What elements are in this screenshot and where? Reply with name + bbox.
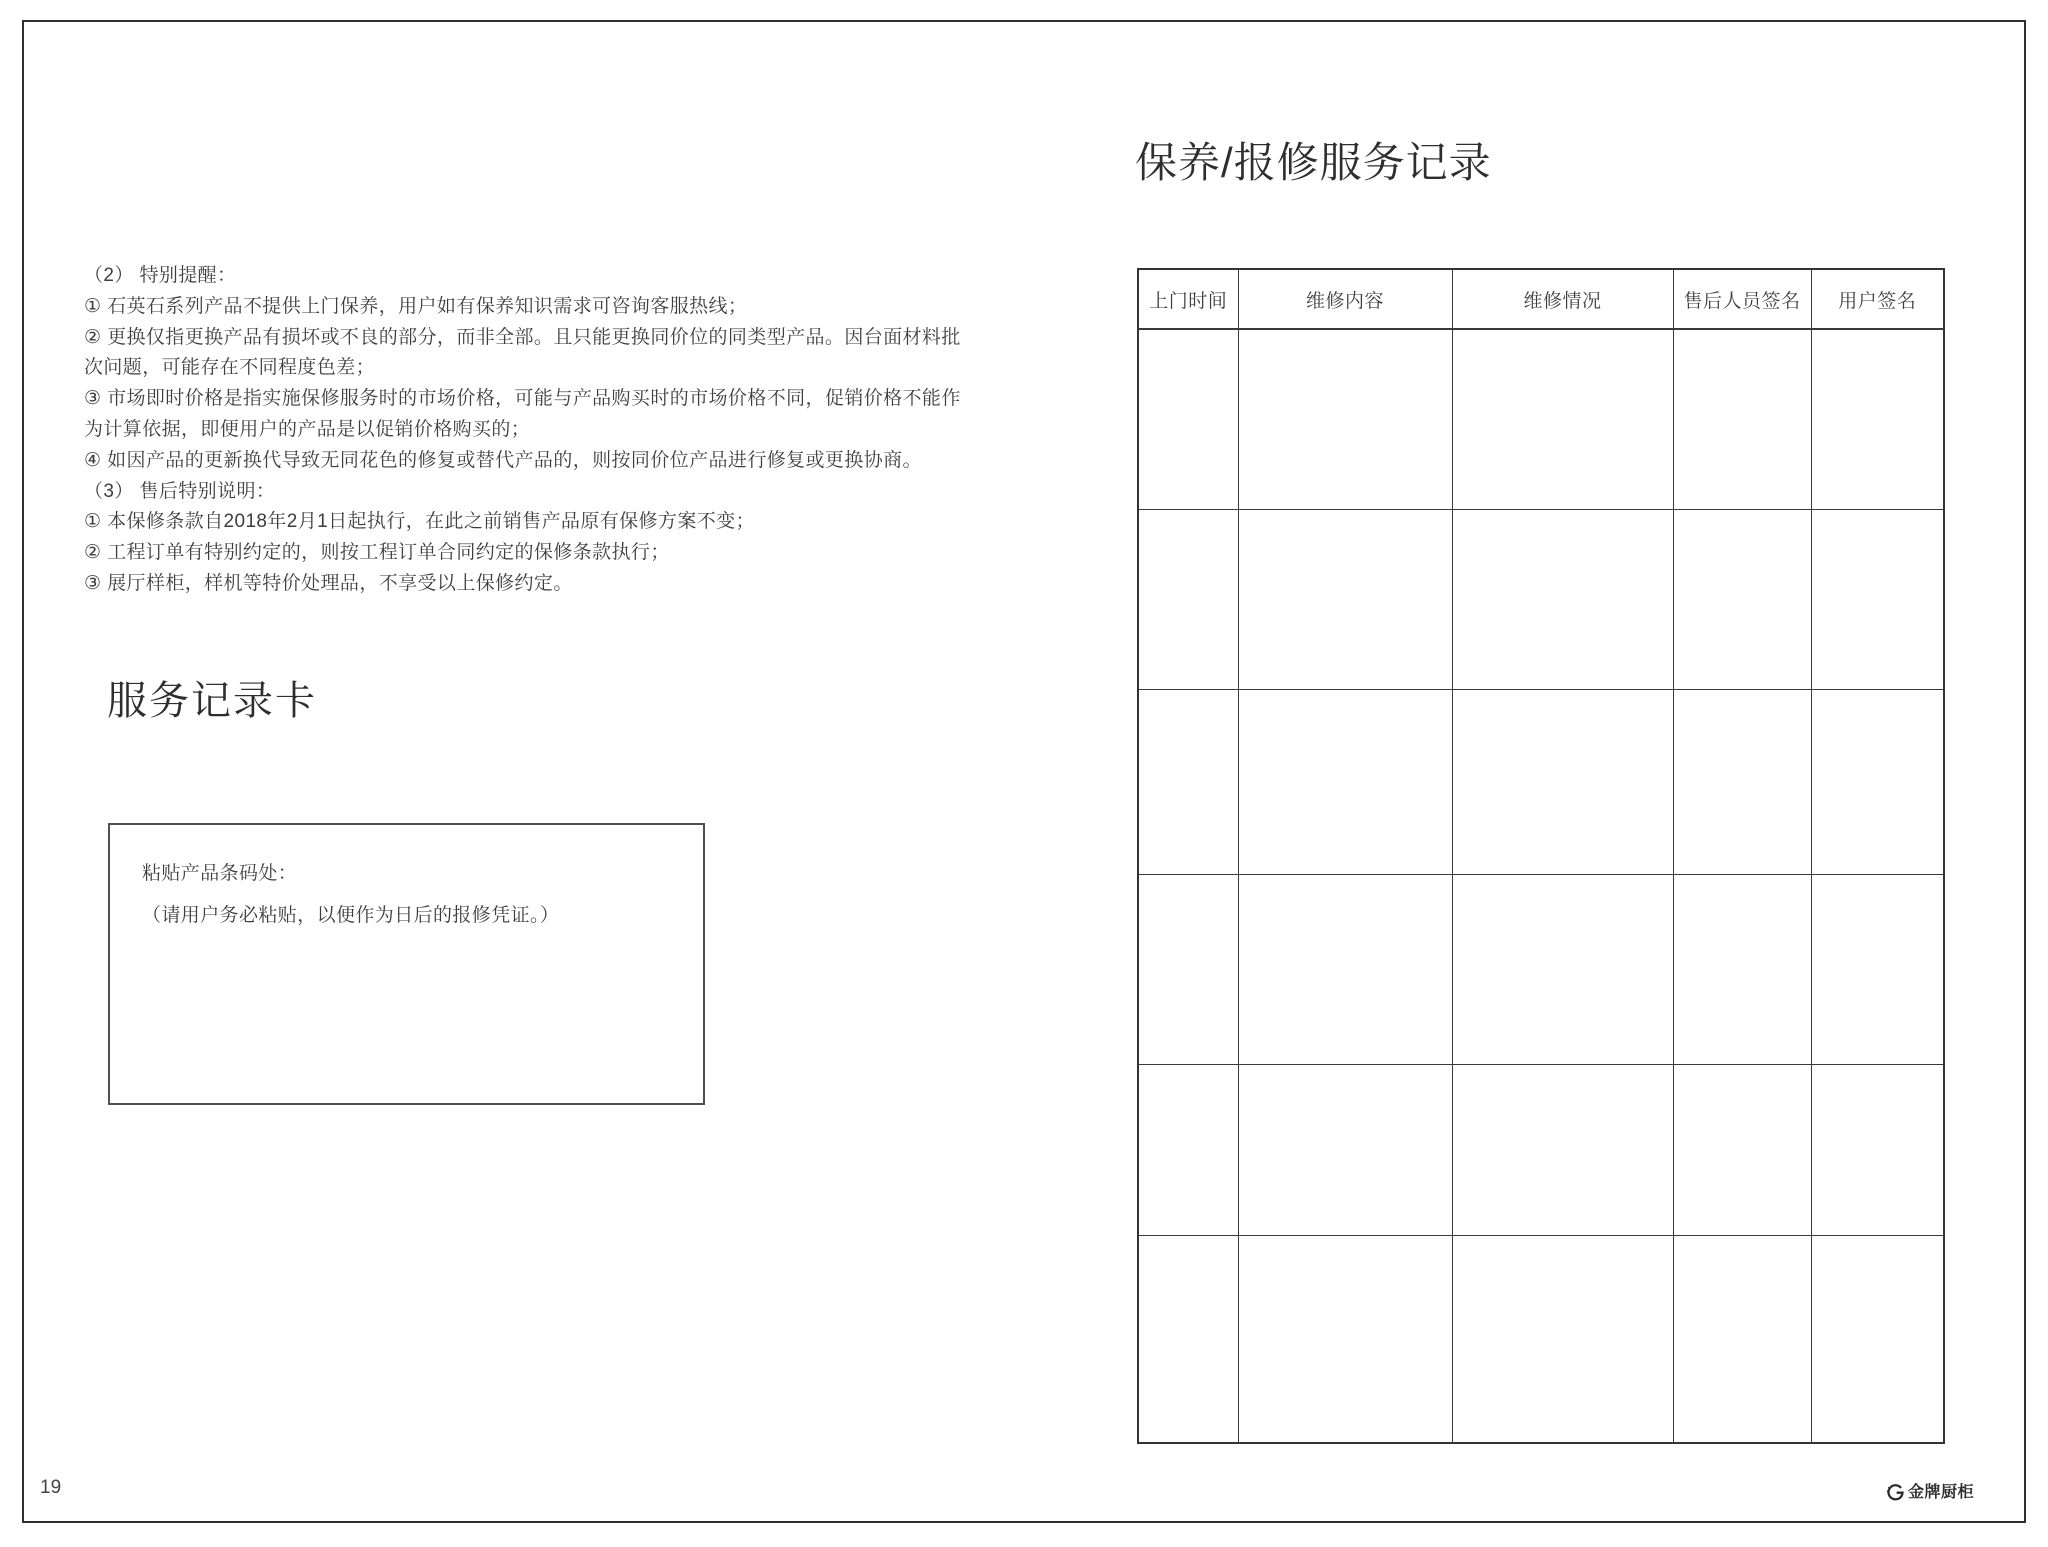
service-table-cell: [1811, 1064, 1944, 1235]
notes-line: 为计算依据，即便用户的产品是以促销价格购买的；: [84, 418, 531, 440]
brand-logo: [1886, 1480, 1974, 1504]
barcode-paste-box: [108, 823, 705, 1105]
service-table-cell: [1238, 874, 1452, 1064]
barcode-box-title: 粘贴产品条码处：: [142, 863, 298, 884]
service-table-cell: [1138, 689, 1238, 874]
service-table-cell: [1673, 874, 1811, 1064]
warranty-notes-paragraph: [84, 261, 961, 600]
notes-line: ④ 如因产品的更新换代导致无同花色的修复或替代产品的，则按同价位产品进行修复或更换协商。: [84, 449, 922, 471]
service-table-cell: [1138, 874, 1238, 1064]
col-header-user-signature: 用户签名: [1811, 269, 1944, 329]
notes-line: （2） 特别提醒：: [84, 265, 237, 286]
col-header-repair-status: 维修情况: [1452, 269, 1673, 329]
service-table-cell: [1811, 874, 1944, 1064]
notes-line: ② 更换仅指更换产品有损坏或不良的部分，而非全部。且只能更换同价位的同类型产品。因台面材料批: [84, 326, 961, 348]
service-table-cell: [1452, 1064, 1673, 1235]
service-table-cell: [1138, 1235, 1238, 1443]
maintenance-record-title: 保养/报修服务记录: [1135, 139, 1492, 186]
service-table-row: [1138, 1235, 1944, 1443]
service-table-row: [1138, 1064, 1944, 1235]
notes-line: ③ 展厅样柜，样机等特价处理品，不享受以上保修约定。: [84, 572, 573, 594]
service-table-cell: [1811, 329, 1944, 509]
service-table-header-row: [1138, 269, 1944, 329]
service-table-cell: [1138, 1064, 1238, 1235]
barcode-box-note: （请用户务必粘贴，以便作为日后的报修凭证。）: [142, 905, 560, 926]
service-table-cell: [1138, 509, 1238, 689]
service-table-cell: [1811, 689, 1944, 874]
notes-line: ① 石英石系列产品不提供上门保养，用户如有保养知识需求可咨询客服热线；: [84, 295, 748, 317]
col-header-repair-content: 维修内容: [1238, 269, 1452, 329]
service-table-row: [1138, 509, 1944, 689]
service-table-cell: [1673, 509, 1811, 689]
service-table-row: [1138, 874, 1944, 1064]
service-record-card-title: 服务记录卡: [107, 679, 317, 723]
service-table-cell: [1452, 509, 1673, 689]
service-table-cell: [1138, 329, 1238, 509]
service-table-cell: [1673, 1235, 1811, 1443]
brand-g-icon: [1886, 1483, 1905, 1502]
service-table-row: [1138, 329, 1944, 509]
service-table-body: [1138, 329, 1944, 1443]
service-table-cell: [1811, 509, 1944, 689]
service-table-cell: [1238, 329, 1452, 509]
service-table-cell: [1673, 1064, 1811, 1235]
notes-line: （3） 售后特别说明：: [84, 480, 276, 502]
col-header-visit-time: 上门时间: [1138, 269, 1238, 329]
notes-line: ① 本保修条款自2018年2月1日起执行，在此之前销售产品原有保修方案不变；: [84, 511, 755, 533]
service-table-cell: [1238, 1064, 1452, 1235]
service-table-cell: [1238, 509, 1452, 689]
service-table-cell: [1673, 329, 1811, 509]
brand-name: 金牌厨柜: [1908, 1483, 1975, 1501]
service-table-cell: [1238, 1235, 1452, 1443]
col-header-aftersales-signature: 售后人员签名: [1673, 269, 1811, 329]
service-table-cell: [1452, 329, 1673, 509]
service-table-cell: [1811, 1235, 1944, 1443]
service-table-cell: [1673, 689, 1811, 874]
notes-line: 次问题，可能存在不同程度色差；: [84, 357, 376, 379]
service-record-table: [1137, 268, 1945, 1444]
service-table-cell: [1452, 1235, 1673, 1443]
service-table-cell: [1452, 689, 1673, 874]
notes-line: ② 工程订单有特别约定的，则按工程订单合同约定的保修条款执行；: [84, 542, 670, 564]
notes-line: ③ 市场即时价格是指实施保修服务时的市场价格，可能与产品购买时的市场价格不同，促销价格不能作: [84, 388, 961, 410]
service-table-cell: [1452, 874, 1673, 1064]
service-table-row: [1138, 689, 1944, 874]
page-number: 19: [40, 1477, 62, 1498]
service-table-cell: [1238, 689, 1452, 874]
